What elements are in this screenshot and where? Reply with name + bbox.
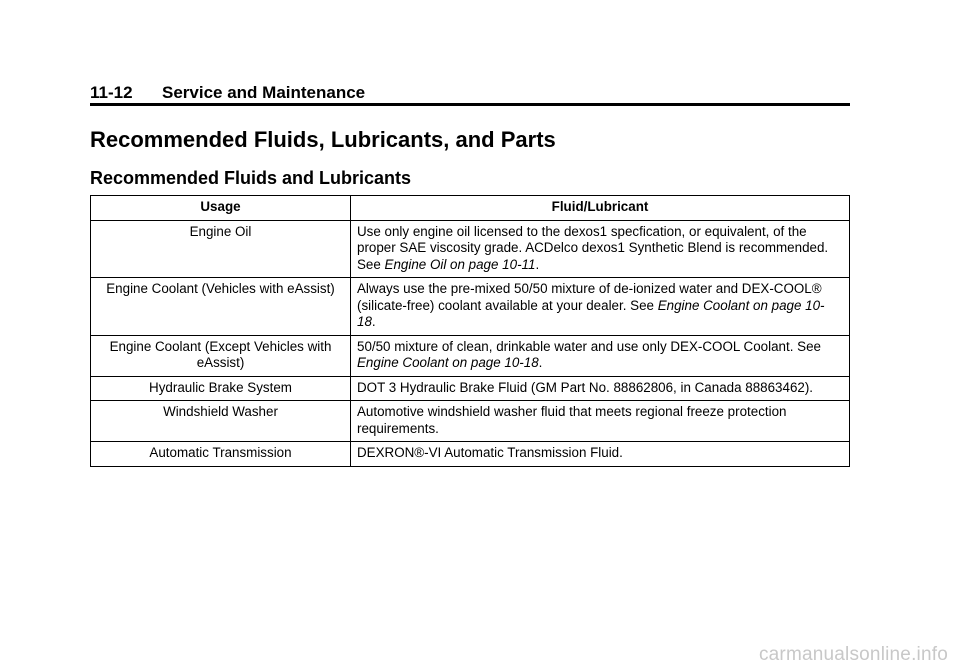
table-row: [91, 442, 850, 467]
fluid-cell: [351, 401, 850, 442]
fluid-cell: [351, 442, 850, 467]
table-row: [91, 401, 850, 442]
fluid-tail: .: [371, 314, 376, 329]
page-reference-link[interactable]: Engine Coolant on page 10-18: [357, 355, 539, 370]
fluid-text: DOT 3 Hydraulic Brake Fluid (GM Part No. 88862806, in Canada 88863462).: [357, 379, 814, 395]
fluid-text: Automotive windshield washer fluid that meets regional freeze protection requirements.: [357, 404, 787, 436]
table-row: [91, 376, 850, 401]
fluids-table: [90, 195, 850, 467]
usage-cell: Engine Coolant (Except Vehicles with eAssist): [91, 335, 351, 376]
table-header-row: [91, 196, 850, 221]
page-header: [90, 82, 850, 104]
usage-cell: Engine Oil: [91, 220, 351, 278]
watermark: carmanualsonline.info: [758, 644, 948, 665]
table-row: [91, 335, 850, 376]
usage-cell: Hydraulic Brake System: [91, 376, 351, 401]
fluid-cell: [351, 335, 850, 376]
usage-cell: Windshield Washer: [91, 401, 351, 442]
table-row: [91, 220, 850, 278]
fluid-cell: [351, 376, 850, 401]
section-subtitle: Recommended Fluids and Lubricants: [90, 168, 412, 188]
section-title: Service and Maintenance: [162, 83, 366, 102]
table-row: [91, 278, 850, 336]
fluid-text: 50/50 mixture of clean, drinkable water and use only DEX-COOL Coolant. See: [357, 338, 821, 354]
fluid-text: DEXRON®-VI Automatic Transmission Fluid.: [357, 445, 623, 460]
usage-cell: Engine Coolant (Vehicles with eAssist): [91, 278, 351, 336]
usage-cell: Automatic Transmission: [91, 442, 351, 467]
column-header-fluid: Fluid/Lubricant: [351, 196, 850, 221]
page-title: Recommended Fluids, Lubricants, and Parts: [90, 127, 556, 152]
header-rule: [90, 103, 850, 106]
column-header-usage: Usage: [91, 196, 351, 221]
fluid-tail: .: [535, 256, 540, 272]
fluid-cell: [351, 278, 850, 336]
page-reference-link[interactable]: Engine Coolant on page 10-18: [357, 297, 825, 329]
fluid-cell: [351, 220, 850, 278]
fluid-text: Use only engine oil licensed to the dexos1 specfication, or equivalent, of the proper SAE viscosity grade. ACDelco dexos1 Synthetic Blend is recommended. See: [357, 223, 829, 272]
page-reference-link[interactable]: Engine Oil on page 10-11: [384, 256, 536, 272]
fluid-text: Always use the pre-mixed 50/50 mixture of de-ionized water and DEX-COOL® (silicate-free) coolant available at your dealer. See: [357, 281, 822, 313]
fluid-tail: .: [538, 355, 543, 370]
page-number: 11-12: [90, 83, 133, 102]
